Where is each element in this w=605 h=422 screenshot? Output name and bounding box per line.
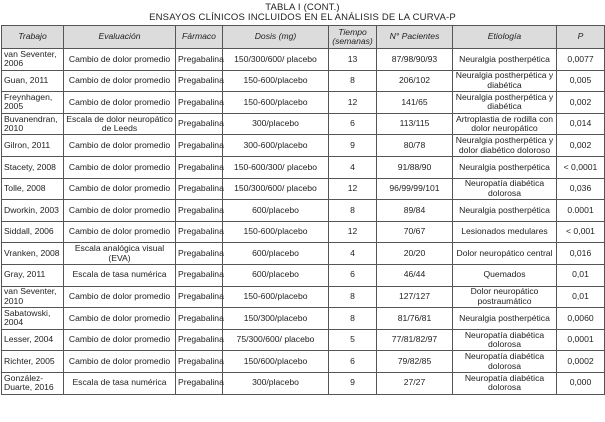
cell-tiempo: 12 xyxy=(329,92,377,114)
table-row xyxy=(2,135,605,157)
cell-etiologia: Neuralgia postherpética xyxy=(453,308,557,330)
cell-p: 0,005 xyxy=(557,70,605,92)
table-row xyxy=(2,243,605,265)
header-p: P xyxy=(557,26,605,49)
cell-dosis: 300/placebo xyxy=(223,372,329,394)
table-number: TABLA I (CONT.) xyxy=(265,2,340,13)
cell-farmaco: Pregabalina xyxy=(176,351,223,373)
cell-etiologia: Neuralgia postherpética y dolor diabético doloroso xyxy=(453,135,557,157)
cell-etiologia: Neuralgia postherpética y diabética xyxy=(453,70,557,92)
cell-p: 0.0001 xyxy=(557,200,605,222)
cell-p: 0,036 xyxy=(557,178,605,200)
cell-dosis: 150-600/placebo xyxy=(223,286,329,308)
cell-farmaco: Pregabalina xyxy=(176,113,223,135)
cell-p: 0,01 xyxy=(557,264,605,286)
cell-evaluacion: Cambio de dolor promedio xyxy=(64,286,176,308)
cell-farmaco: Pregabalina xyxy=(176,264,223,286)
header-pacientes: N° Pacientes xyxy=(377,26,453,49)
cell-trabajo: Guan, 2011 xyxy=(2,70,64,92)
cell-farmaco: Pregabalina xyxy=(176,135,223,157)
table-row xyxy=(2,221,605,243)
cell-trabajo: Tolle, 2008 xyxy=(2,178,64,200)
header-evaluacion: Evaluación xyxy=(64,26,176,49)
cell-evaluacion: Cambio de dolor promedio xyxy=(64,178,176,200)
table-row xyxy=(2,329,605,351)
cell-trabajo: Lesser, 2004 xyxy=(2,329,64,351)
cell-evaluacion: Cambio de dolor promedio xyxy=(64,70,176,92)
clinical-trials-table xyxy=(1,25,605,395)
cell-dosis: 150-600/placebo xyxy=(223,70,329,92)
cell-trabajo: van Seventer, 2006 xyxy=(2,49,64,71)
cell-tiempo: 8 xyxy=(329,70,377,92)
cell-etiologia: Artroplastia de rodilla con dolor neuropático xyxy=(453,113,557,135)
cell-p: 0,0077 xyxy=(557,49,605,71)
cell-tiempo: 9 xyxy=(329,372,377,394)
table-row xyxy=(2,372,605,394)
cell-farmaco: Pregabalina xyxy=(176,308,223,330)
cell-evaluacion: Escala analógica visual (EVA) xyxy=(64,243,176,265)
cell-tiempo: 6 xyxy=(329,351,377,373)
cell-tiempo: 5 xyxy=(329,329,377,351)
cell-etiologia: Neuralgia postherpética xyxy=(453,156,557,178)
cell-dosis: 150-600/placebo xyxy=(223,221,329,243)
table-row xyxy=(2,351,605,373)
cell-dosis: 75/300/600/ placebo xyxy=(223,329,329,351)
cell-tiempo: 4 xyxy=(329,243,377,265)
cell-pacientes: 27/27 xyxy=(377,372,453,394)
cell-tiempo: 6 xyxy=(329,264,377,286)
cell-p: 0,002 xyxy=(557,135,605,157)
cell-evaluacion: Cambio de dolor promedio xyxy=(64,92,176,114)
cell-p: 0,01 xyxy=(557,286,605,308)
cell-farmaco: Pregabalina xyxy=(176,49,223,71)
cell-farmaco: Pregabalina xyxy=(176,156,223,178)
cell-p: < 0,0001 xyxy=(557,156,605,178)
cell-evaluacion: Cambio de dolor promedio xyxy=(64,351,176,373)
cell-dosis: 150-600/300/ placebo xyxy=(223,156,329,178)
cell-pacientes: 113/115 xyxy=(377,113,453,135)
cell-trabajo: Siddall, 2006 xyxy=(2,221,64,243)
cell-farmaco: Pregabalina xyxy=(176,329,223,351)
cell-tiempo: 13 xyxy=(329,49,377,71)
header-tiempo: Tiempo (semanas) xyxy=(329,26,377,49)
cell-dosis: 150/300/600/ placebo xyxy=(223,49,329,71)
cell-etiologia: Neuralgia postherpética xyxy=(453,200,557,222)
cell-evaluacion: Escala de tasa numérica xyxy=(64,264,176,286)
header-row xyxy=(2,26,605,49)
table-row xyxy=(2,264,605,286)
cell-dosis: 600/placebo xyxy=(223,243,329,265)
cell-p: 0,002 xyxy=(557,92,605,114)
cell-trabajo: Stacety, 2008 xyxy=(2,156,64,178)
table-row xyxy=(2,49,605,71)
cell-evaluacion: Cambio de dolor promedio xyxy=(64,135,176,157)
cell-pacientes: 20/20 xyxy=(377,243,453,265)
table-row xyxy=(2,156,605,178)
table-row xyxy=(2,200,605,222)
cell-pacientes: 46/44 xyxy=(377,264,453,286)
cell-trabajo: Freynhagen, 2005 xyxy=(2,92,64,114)
cell-evaluacion: Cambio de dolor promedio xyxy=(64,308,176,330)
cell-tiempo: 4 xyxy=(329,156,377,178)
cell-p: 0,0002 xyxy=(557,351,605,373)
cell-etiologia: Dolor neuropático central xyxy=(453,243,557,265)
cell-etiologia: Neuropatía diabética dolorosa xyxy=(453,351,557,373)
table-row xyxy=(2,113,605,135)
table-row xyxy=(2,178,605,200)
cell-dosis: 150/300/placebo xyxy=(223,308,329,330)
cell-trabajo: Dworkin, 2003 xyxy=(2,200,64,222)
cell-trabajo: González-Duarte, 2016 xyxy=(2,372,64,394)
cell-pacientes: 87/98/90/93 xyxy=(377,49,453,71)
cell-pacientes: 77/81/82/97 xyxy=(377,329,453,351)
cell-evaluacion: Escala de tasa numérica xyxy=(64,372,176,394)
cell-dosis: 300/placebo xyxy=(223,113,329,135)
cell-farmaco: Pregabalina xyxy=(176,221,223,243)
cell-dosis: 600/placebo xyxy=(223,200,329,222)
cell-farmaco: Pregabalina xyxy=(176,178,223,200)
cell-p: 0,000 xyxy=(557,372,605,394)
cell-dosis: 150-600/placebo xyxy=(223,92,329,114)
cell-pacientes: 81/76/81 xyxy=(377,308,453,330)
cell-pacientes: 80/78 xyxy=(377,135,453,157)
cell-etiologia: Lesionados medulares xyxy=(453,221,557,243)
cell-etiologia: Quemados xyxy=(453,264,557,286)
cell-trabajo: Richter, 2005 xyxy=(2,351,64,373)
cell-p: 0,0001 xyxy=(557,329,605,351)
header-trabajo: Trabajo xyxy=(2,26,64,49)
table-row xyxy=(2,308,605,330)
cell-farmaco: Pregabalina xyxy=(176,372,223,394)
cell-pacientes: 70/67 xyxy=(377,221,453,243)
cell-trabajo: Sabatowski, 2004 xyxy=(2,308,64,330)
cell-dosis: 150/300/600/ placebo xyxy=(223,178,329,200)
cell-pacientes: 79/82/85 xyxy=(377,351,453,373)
table-row xyxy=(2,92,605,114)
cell-farmaco: Pregabalina xyxy=(176,243,223,265)
cell-trabajo: van Seventer, 2010 xyxy=(2,286,64,308)
cell-dosis: 300-600/placebo xyxy=(223,135,329,157)
cell-dosis: 150/600/placebo xyxy=(223,351,329,373)
cell-tiempo: 12 xyxy=(329,178,377,200)
table-row xyxy=(2,286,605,308)
cell-pacientes: 127/127 xyxy=(377,286,453,308)
cell-etiologia: Neuropatía diabética dolorosa xyxy=(453,372,557,394)
cell-trabajo: Gray, 2011 xyxy=(2,264,64,286)
cell-trabajo: Gilron, 2011 xyxy=(2,135,64,157)
cell-pacientes: 91/88/90 xyxy=(377,156,453,178)
table-caption xyxy=(0,3,605,23)
header-dosis: Dosis (mg) xyxy=(223,26,329,49)
cell-etiologia: Dolor neuropático postraumático xyxy=(453,286,557,308)
cell-etiologia: Neuralgia postherpética y diabética xyxy=(453,92,557,114)
cell-pacientes: 96/99/99/101 xyxy=(377,178,453,200)
cell-dosis: 600/placebo xyxy=(223,264,329,286)
cell-trabajo: Buvanendran, 2010 xyxy=(2,113,64,135)
cell-evaluacion: Escala de dolor neuropático de Leeds xyxy=(64,113,176,135)
cell-tiempo: 6 xyxy=(329,113,377,135)
table-row xyxy=(2,70,605,92)
header-etiologia: Etiología xyxy=(453,26,557,49)
cell-tiempo: 8 xyxy=(329,286,377,308)
table-title: ENSAYOS CLÍNICOS INCLUIDOS EN EL ANÁLISIS DE LA CURVA-P xyxy=(149,12,456,23)
cell-etiologia: Neuropatía diabética dolorosa xyxy=(453,329,557,351)
cell-farmaco: Pregabalina xyxy=(176,200,223,222)
cell-farmaco: Pregabalina xyxy=(176,70,223,92)
cell-tiempo: 9 xyxy=(329,135,377,157)
cell-evaluacion: Cambio de dolor promedio xyxy=(64,200,176,222)
cell-tiempo: 8 xyxy=(329,200,377,222)
cell-tiempo: 8 xyxy=(329,308,377,330)
cell-evaluacion: Cambio de dolor promedio xyxy=(64,49,176,71)
cell-farmaco: Pregabalina xyxy=(176,92,223,114)
cell-p: 0,0060 xyxy=(557,308,605,330)
cell-pacientes: 206/102 xyxy=(377,70,453,92)
cell-evaluacion: Cambio de dolor promedio xyxy=(64,221,176,243)
cell-tiempo: 12 xyxy=(329,221,377,243)
cell-pacientes: 141/65 xyxy=(377,92,453,114)
cell-farmaco: Pregabalina xyxy=(176,286,223,308)
cell-p: 0,016 xyxy=(557,243,605,265)
cell-evaluacion: Cambio de dolor promedio xyxy=(64,329,176,351)
cell-etiologia: Neuralgia postherpética xyxy=(453,49,557,71)
cell-p: < 0,001 xyxy=(557,221,605,243)
cell-trabajo: Vranken, 2008 xyxy=(2,243,64,265)
cell-pacientes: 89/84 xyxy=(377,200,453,222)
cell-p: 0,014 xyxy=(557,113,605,135)
header-farmaco: Fármaco xyxy=(176,26,223,49)
cell-etiologia: Neuropatía diabética dolorosa xyxy=(453,178,557,200)
cell-evaluacion: Cambio de dolor promedio xyxy=(64,156,176,178)
